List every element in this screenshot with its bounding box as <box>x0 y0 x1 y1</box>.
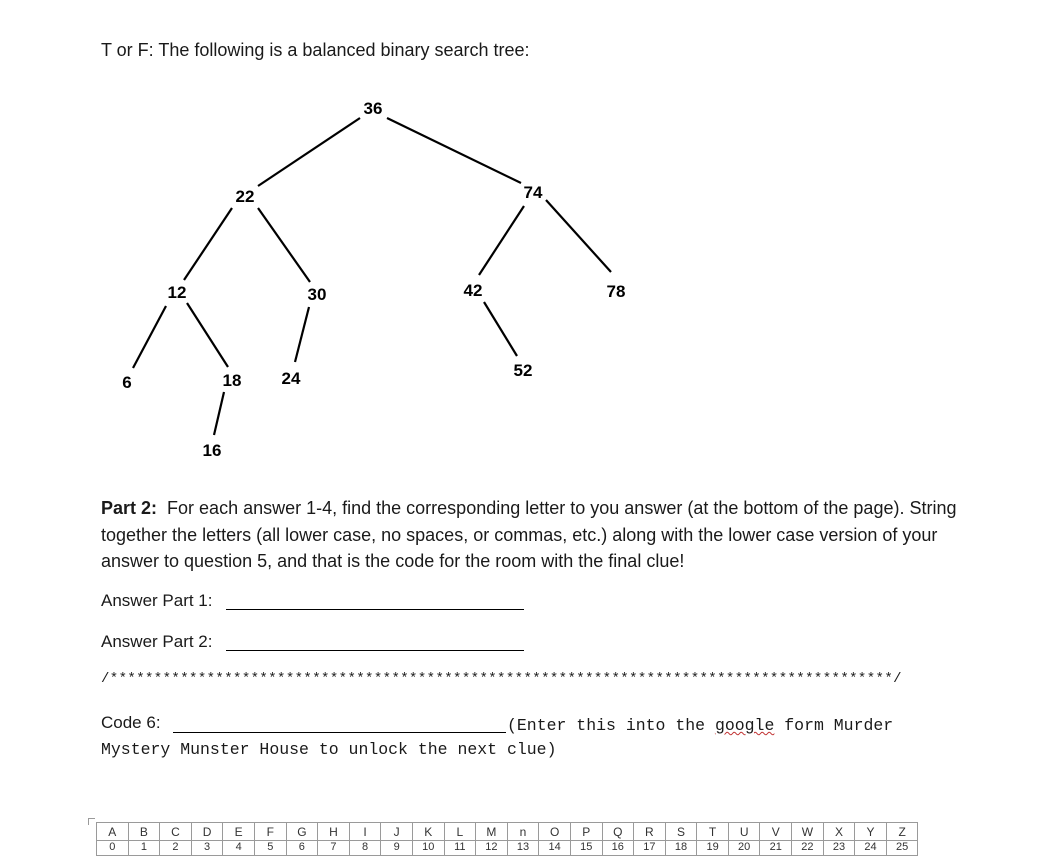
letter-cell: S <box>665 823 697 841</box>
tree-node: 12 <box>167 283 187 302</box>
question-text: T or F: The following is a balanced binary search tree: <box>101 40 530 60</box>
letter-cell: Q <box>602 823 634 841</box>
number-cell: 3 <box>191 841 223 856</box>
tree-node: 36 <box>363 99 383 118</box>
edge-22-12 <box>184 208 232 280</box>
part2-instructions <box>101 495 961 575</box>
tree-node: 18 <box>222 371 242 390</box>
answer-part2-line[interactable] <box>226 650 524 651</box>
number-cell: 4 <box>223 841 255 856</box>
number-cell: 16 <box>602 841 634 856</box>
separator-line: /*****************************************************************************************/ <box>101 671 902 687</box>
letter-cell: U <box>728 823 760 841</box>
edge-22-30 <box>258 208 310 282</box>
letter-cell: T <box>697 823 729 841</box>
letter-cell: P <box>570 823 602 841</box>
letter-cell: L <box>444 823 476 841</box>
edge-30-24 <box>295 307 309 362</box>
number-cell: 6 <box>286 841 318 856</box>
letter-cell: B <box>128 823 160 841</box>
number-cell: 5 <box>254 841 286 856</box>
letter-cell: X <box>823 823 855 841</box>
answer-part2-label: Answer Part 2: <box>101 632 213 651</box>
tree-node: 30 <box>307 285 327 304</box>
number-cell: 24 <box>855 841 887 856</box>
number-cell: 18 <box>665 841 697 856</box>
table-corner-mark <box>88 818 95 825</box>
letter-cell: W <box>792 823 824 841</box>
number-cell: 9 <box>381 841 413 856</box>
letter-cell: E <box>223 823 255 841</box>
number-cell: 11 <box>444 841 476 856</box>
number-cell: 23 <box>823 841 855 856</box>
code6-instr-after: form Murder Mystery Munster House to unlock the next clue) <box>101 716 894 759</box>
tree-node: 42 <box>463 281 483 300</box>
number-cell: 19 <box>697 841 729 856</box>
letter-cell: C <box>160 823 192 841</box>
tree-node: 16 <box>202 441 222 460</box>
edge-74-42 <box>479 206 524 275</box>
edge-12-6 <box>133 306 166 368</box>
answer-part2-row <box>101 632 213 652</box>
number-cell: 7 <box>318 841 350 856</box>
number-cell: 14 <box>539 841 571 856</box>
edge-18-16 <box>214 392 224 435</box>
code6-instr-before: (Enter this into the <box>507 716 715 735</box>
number-cell: 1 <box>128 841 160 856</box>
code6-instr-google: google <box>714 716 775 735</box>
letter-cell: Z <box>886 823 918 841</box>
number-cell: 12 <box>476 841 508 856</box>
letter-cell: Y <box>855 823 887 841</box>
letter-cell: A <box>97 823 129 841</box>
number-cell: 13 <box>507 841 539 856</box>
letter-cell: I <box>349 823 381 841</box>
answer-part1-label: Answer Part 1: <box>101 591 213 610</box>
answer-part1-line[interactable] <box>226 609 524 610</box>
edge-74-78 <box>546 200 611 272</box>
number-cell: 2 <box>160 841 192 856</box>
edge-36-74 <box>387 118 521 183</box>
edge-12-18 <box>187 303 228 367</box>
number-cell: 0 <box>97 841 129 856</box>
letter-cell: R <box>634 823 666 841</box>
tree-node: 78 <box>606 282 626 301</box>
letter-cell: O <box>539 823 571 841</box>
edge-42-52 <box>484 302 517 356</box>
number-cell: 15 <box>570 841 602 856</box>
code6-label: Code 6: <box>101 713 161 732</box>
number-cell: 8 <box>349 841 381 856</box>
letter-cell: F <box>254 823 286 841</box>
number-cell: 25 <box>886 841 918 856</box>
letter-cell: H <box>318 823 350 841</box>
part2-text: For each answer 1-4, find the corresponding letter to you answer (at the bottom of the page). String together the letters (all lower case, no spaces, or commas, etc.) along with the lower case version of your answer to question 5, and that is the code for the room with the final clue! <box>101 498 957 571</box>
letter-cell: K <box>412 823 444 841</box>
part2-heading: Part 2: <box>101 498 158 518</box>
letter-cell: M <box>476 823 508 841</box>
letters-row <box>97 823 918 841</box>
number-cell: 10 <box>412 841 444 856</box>
letter-cell: n <box>507 823 539 841</box>
edge-36-22 <box>258 118 360 186</box>
tree-node: 24 <box>281 369 301 388</box>
letter-cell: G <box>286 823 318 841</box>
code6-instructions <box>101 714 921 762</box>
answer-part1-row <box>101 591 213 611</box>
tree-node: 52 <box>513 361 533 380</box>
letter-cell: V <box>760 823 792 841</box>
letter-cell: D <box>191 823 223 841</box>
numbers-row <box>97 841 918 856</box>
number-cell: 21 <box>760 841 792 856</box>
number-cell: 22 <box>792 841 824 856</box>
number-cell: 17 <box>634 841 666 856</box>
tree-node: 6 <box>122 373 132 392</box>
tree-node: 74 <box>523 183 543 202</box>
tree-node: 22 <box>235 187 255 206</box>
number-cell: 20 <box>728 841 760 856</box>
letter-cell: J <box>381 823 413 841</box>
